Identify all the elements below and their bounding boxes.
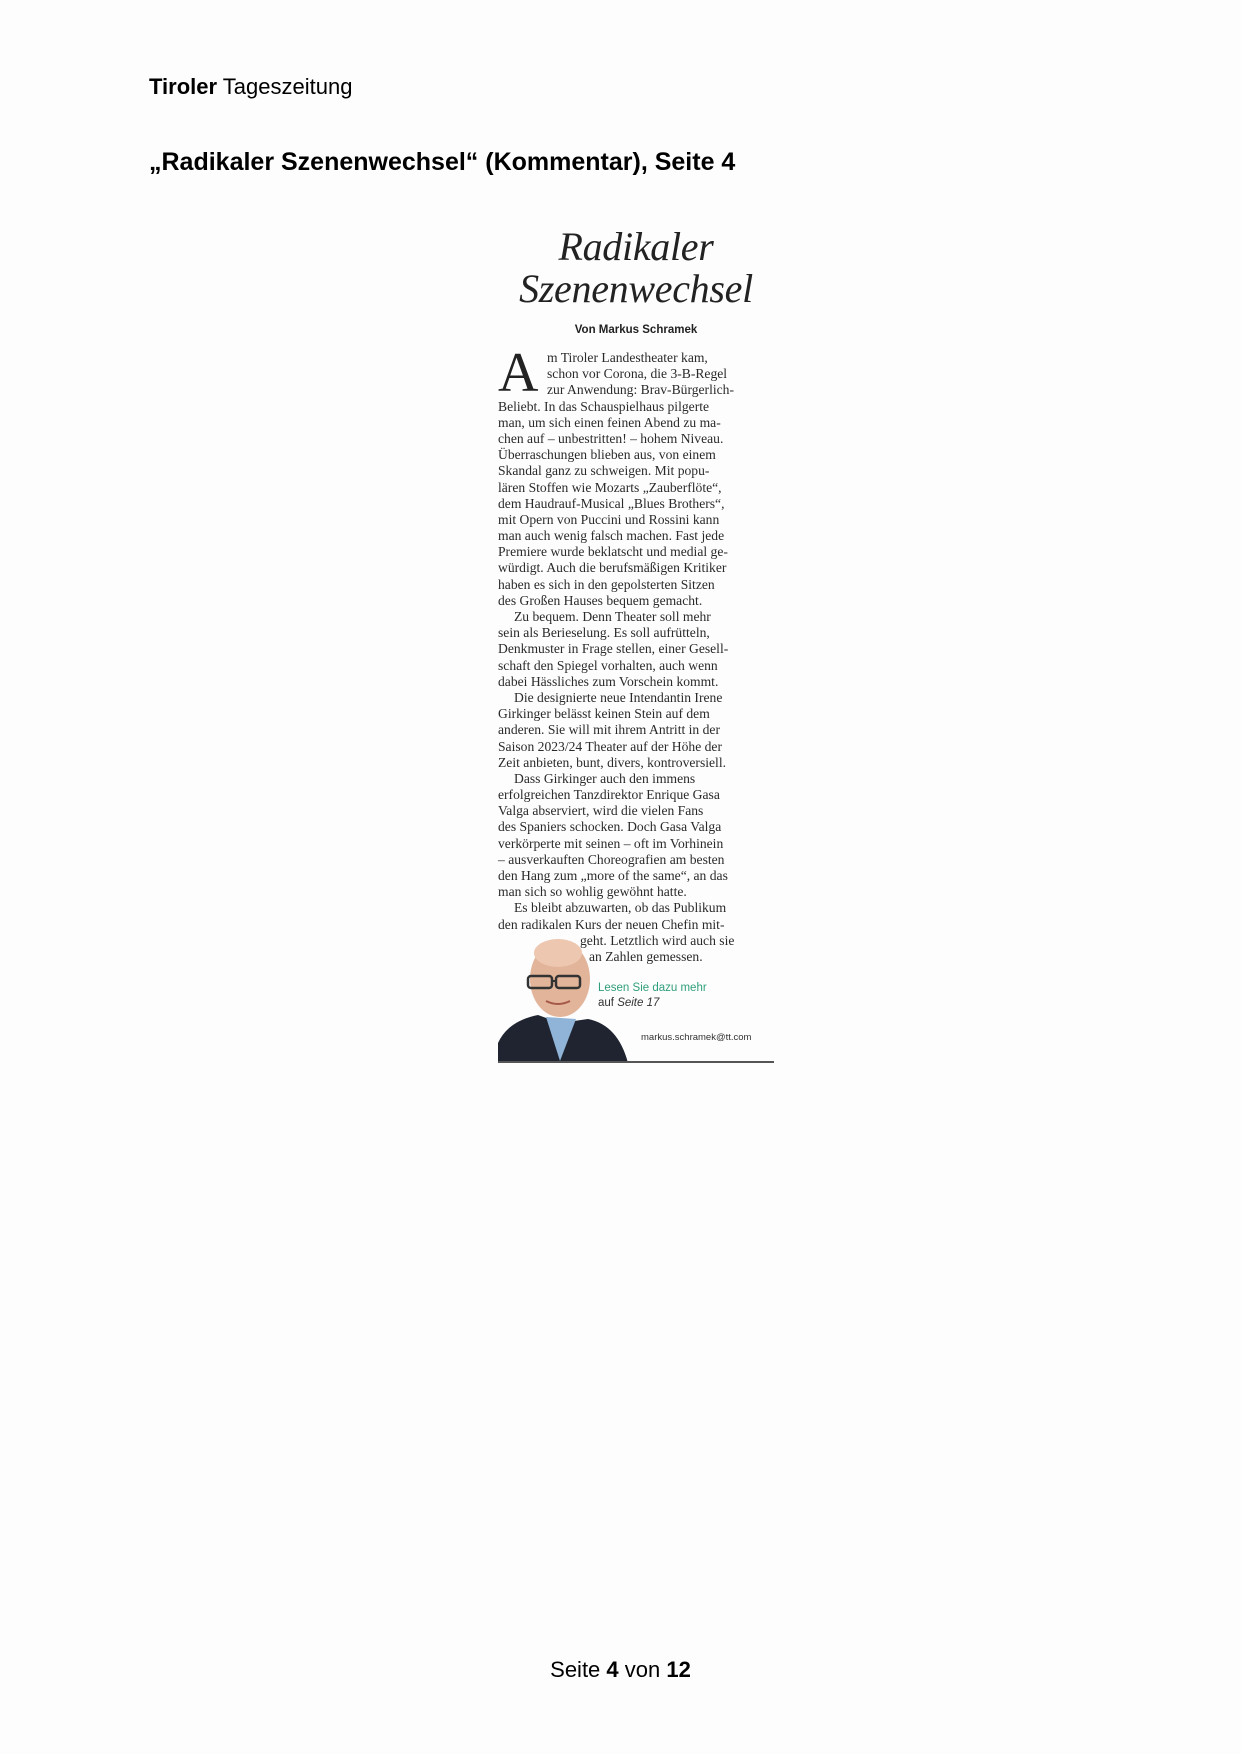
text-line: man sich so wohlig gewöhnt hatte. xyxy=(498,884,687,900)
text-line: man, um sich einen feinen Abend zu ma- xyxy=(498,414,721,430)
text-line: Zu bequem. Denn Theater soll mehr xyxy=(514,609,711,624)
current-page: 4 xyxy=(606,1657,619,1682)
read-more-note xyxy=(598,981,707,1011)
page-footer xyxy=(0,1657,1241,1683)
newspaper-name xyxy=(149,74,352,100)
text-line: haben es sich in den gepolsterten Sitzen xyxy=(498,576,715,592)
text-line: geht. Letztlich wird auch sie xyxy=(580,932,735,948)
text-line: lären Stoffen wie Mozarts „Zauberflöte“, xyxy=(498,479,722,495)
text-line: Überraschungen blieben aus, von einem xyxy=(498,447,716,463)
drop-cap: A xyxy=(498,342,539,404)
brand-rest: Tageszeitung xyxy=(222,74,353,99)
text-line: dem Haudrauf-Musical „Blues Brothers“, xyxy=(498,495,725,511)
byline: Von Markus Schramek xyxy=(574,324,698,336)
text-line: den Hang zum „more of the same“, an das xyxy=(498,868,728,883)
text-line: Valga abserviert, wird die vielen Fans xyxy=(498,803,704,819)
text-line: Skandal ganz zu schweigen. Mit popu- xyxy=(498,463,710,479)
text-line: Zeit anbieten, bunt, divers, kontroversiell. xyxy=(498,754,727,770)
text-line: mit Opern von Puccini und Rossini kann xyxy=(498,511,720,527)
author-email[interactable]: markus.schramek@tt.com xyxy=(641,1032,752,1044)
text-line: den radikalen Kurs der neuen Chefin mit- xyxy=(498,916,725,932)
text-line: chen auf – unbestritten! – hohem Niveau. xyxy=(498,430,724,446)
text-line: schaft den Spiegel vorhalten, auch wenn xyxy=(498,657,718,673)
text-line: Premiere wurde beklatscht und medial ge- xyxy=(498,544,728,560)
brand-bold: Tiroler xyxy=(149,74,218,99)
text-line: Dass Girkinger auch den immens xyxy=(514,770,696,786)
text-line: Saison 2023/24 Theater auf der Höhe der xyxy=(498,738,722,754)
headline xyxy=(498,226,774,310)
text-line: anderen. Sie will mit ihrem Antritt in der xyxy=(498,722,720,738)
headline-line-2: Szenenwechsel xyxy=(519,266,753,311)
text-line: verkörperte mit seinen – oft im Vorhinein xyxy=(498,835,724,851)
read-more-line-1: Lesen Sie dazu mehr xyxy=(598,982,707,995)
text-line: erfolgreichen Tanzdirektor Enrique Gasa xyxy=(498,787,720,803)
text-line: man auch wenig falsch machen. Fast jede xyxy=(498,528,725,544)
text-line: dabei Hässliches zum Vorschein kommt. xyxy=(498,673,719,689)
article-body xyxy=(498,342,774,965)
text-line: Girkinger belässt keinen Stein auf dem xyxy=(498,706,710,722)
text-line: zur Anwendung: Brav-Bürgerlich- xyxy=(547,382,734,398)
author-box xyxy=(498,931,774,1063)
text-line: Beliebt. In das Schauspielhaus pilgerte xyxy=(498,398,710,414)
text-line: – ausverkauften Choreografien am besten xyxy=(498,851,725,867)
text-line: schon vor Corona, die 3-B-Regel xyxy=(547,366,728,382)
text-line: Die designierte neue Intendantin Irene xyxy=(514,689,723,705)
text-line: Es bleibt abzuwarten, ob das Publikum xyxy=(514,900,727,916)
document-title: „Radikaler Szenenwechsel“ (Kommentar), Seite 4 xyxy=(149,148,736,176)
article-clipping xyxy=(498,226,774,1063)
text-line: Denkmuster in Frage stellen, einer Gesell- xyxy=(498,641,729,657)
text-line: des Spaniers schocken. Doch Gasa Valga xyxy=(498,819,722,835)
text-line: würdigt. Auch die berufsmäßigen Kritiker xyxy=(498,560,727,576)
headline-line-1: Radikaler xyxy=(558,224,714,269)
bottom-rule xyxy=(498,1061,774,1063)
text-line: an Zahlen gemessen. xyxy=(589,948,703,964)
text-line: des Großen Hauses bequem gemacht. xyxy=(498,592,703,608)
footer-prefix: Seite xyxy=(550,1657,607,1682)
total-pages: 12 xyxy=(666,1657,691,1682)
read-more-prefix: auf xyxy=(598,997,618,1010)
text-line: sein als Berieselung. Es soll aufrütteln, xyxy=(498,625,710,641)
text-line: m Tiroler Landestheater kam, xyxy=(547,350,708,365)
read-more-page[interactable]: Seite 17 xyxy=(617,997,660,1010)
footer-mid: von xyxy=(618,1657,667,1682)
